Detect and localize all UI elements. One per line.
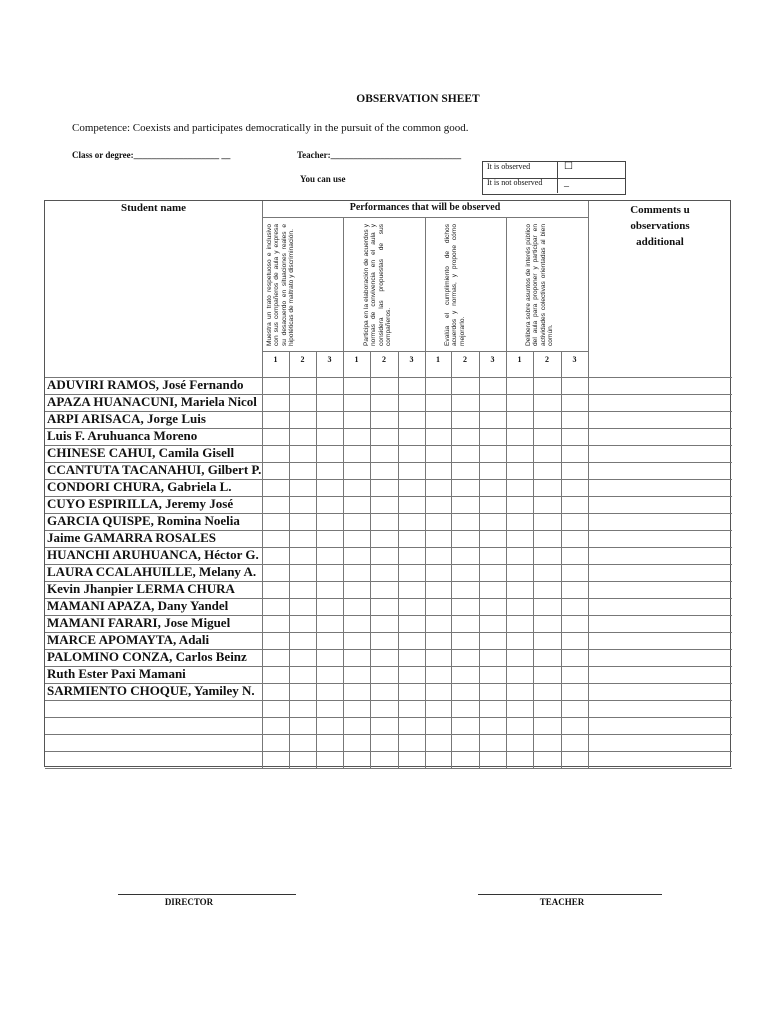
column-divider xyxy=(451,351,452,768)
legend-label: It is not observed xyxy=(487,178,543,187)
legend-label: It is observed xyxy=(487,162,531,171)
scale-number: 3 xyxy=(572,355,577,364)
column-divider xyxy=(289,351,290,768)
student-name: ARPI ARISACA, Jorge Luis xyxy=(47,411,206,426)
scale-number: 1 xyxy=(273,355,278,364)
competence-text: Competence: Coexists and participates democratically in the pursuit of the common good. xyxy=(72,122,469,134)
legend-observed xyxy=(483,162,625,179)
row-divider xyxy=(45,717,732,718)
legend-box xyxy=(482,161,626,195)
column-divider xyxy=(479,351,480,768)
student-name: CCANTUTA TACANAHUI, Gilbert P. xyxy=(47,462,262,477)
director-signature-line xyxy=(118,894,296,895)
performance-text: Delibera sobre asuntos de interés público del aula para proponer y participar en actividades colectivas orientadas al bien común. xyxy=(525,224,555,346)
scale-number: 1 xyxy=(517,355,522,364)
scale-number: 1 xyxy=(436,355,440,364)
teacher-signature-line xyxy=(478,894,662,895)
student-name: SARMIENTO CHOQUE, Yamiley N. xyxy=(47,683,255,698)
column-divider xyxy=(425,217,426,768)
performances-header: Performances that will be observed xyxy=(349,202,501,213)
comments-header xyxy=(588,202,732,250)
dash-icon: _ xyxy=(557,177,569,193)
student-name: APAZA HUANACUNI, Mariela Nicol xyxy=(47,394,257,409)
row-divider xyxy=(45,734,732,735)
row-divider xyxy=(45,751,732,752)
student-name: CUYO ESPIRILLA, Jeremy José xyxy=(47,496,234,511)
student-name-header: Student name xyxy=(120,202,187,214)
comments-line: additional xyxy=(636,236,684,248)
scale-number: 2 xyxy=(300,355,305,364)
scale-number: 3 xyxy=(409,355,414,364)
student-name: MARCE APOMAYTA, Adali xyxy=(47,632,210,647)
column-divider xyxy=(316,351,317,768)
column-divider xyxy=(398,351,399,768)
performance-text: Evalúa el cumplimiento de dichos acuerdos y normas, y propone cómo mejorarlo. xyxy=(444,224,466,346)
performance-text: Participa en la elaboración de acuerdos y normas de convivencia en el aula y considera las propuestas de sus compañeros. xyxy=(363,224,393,346)
student-name: Ruth Ester Paxi Mamani xyxy=(47,666,186,681)
director-label: DIRECTOR xyxy=(164,897,214,907)
you-can-use-label: You can use xyxy=(300,174,346,184)
student-name: Jaime GAMARRA ROSALES xyxy=(47,530,217,545)
student-name: MAMANI APAZA, Dany Yandel xyxy=(47,598,229,613)
legend-not-observed xyxy=(483,178,625,194)
student-name: PALOMINO CONZA, Carlos Beinz xyxy=(47,649,247,664)
scale-number: 3 xyxy=(490,355,495,364)
page-title: OBSERVATION SHEET xyxy=(356,93,480,105)
column-divider xyxy=(533,351,534,768)
scale-number: 2 xyxy=(463,355,467,364)
performance-text: Muestra un trato respetuoso e inclusivo con sus compañeros de aula y expresa su desacuerdo en situaciones reales e hipotéticas de maltrato y discriminación. xyxy=(266,224,296,346)
scale-number: 3 xyxy=(327,355,332,364)
teacher-field[interactable]: Teacher:_____________________________ xyxy=(297,150,462,160)
scale-number: 1 xyxy=(354,355,359,364)
class-field[interactable]: Class or degree:___________________ __ xyxy=(72,150,231,160)
student-name: ADUVIRI RAMOS, José Fernando xyxy=(47,377,244,392)
student-name: Kevin Jhanpier LERMA CHURA xyxy=(47,581,235,596)
checkbox-icon: ☐ xyxy=(557,161,573,177)
observation-table xyxy=(44,200,731,767)
comments-line: observations xyxy=(630,220,690,232)
student-name: Luis F. Aruhuanca Moreno xyxy=(47,428,198,443)
student-name: HUANCHI ARUHUANCA, Héctor G. xyxy=(47,547,259,562)
comments-line: Comments u xyxy=(630,204,690,216)
student-name: GARCIA QUISPE, Romina Noelia xyxy=(47,513,240,528)
column-divider xyxy=(370,351,371,768)
column-divider xyxy=(343,217,344,768)
column-divider xyxy=(506,217,507,768)
student-name: MAMANI FARARI, Jose Miguel xyxy=(47,615,231,630)
row-divider xyxy=(45,768,732,769)
scale-number: 2 xyxy=(382,355,386,364)
student-name: CONDORI CHURA, Gabriela L. xyxy=(47,479,232,494)
teacher-label: TEACHER xyxy=(539,897,585,907)
scale-number: 2 xyxy=(545,355,549,364)
column-divider xyxy=(561,351,562,768)
student-name: CHINESE CAHUI, Camila Gisell xyxy=(47,445,235,460)
row-divider xyxy=(45,700,732,701)
student-name: LAURA CCALAHUILLE, Melany A. xyxy=(47,564,257,579)
